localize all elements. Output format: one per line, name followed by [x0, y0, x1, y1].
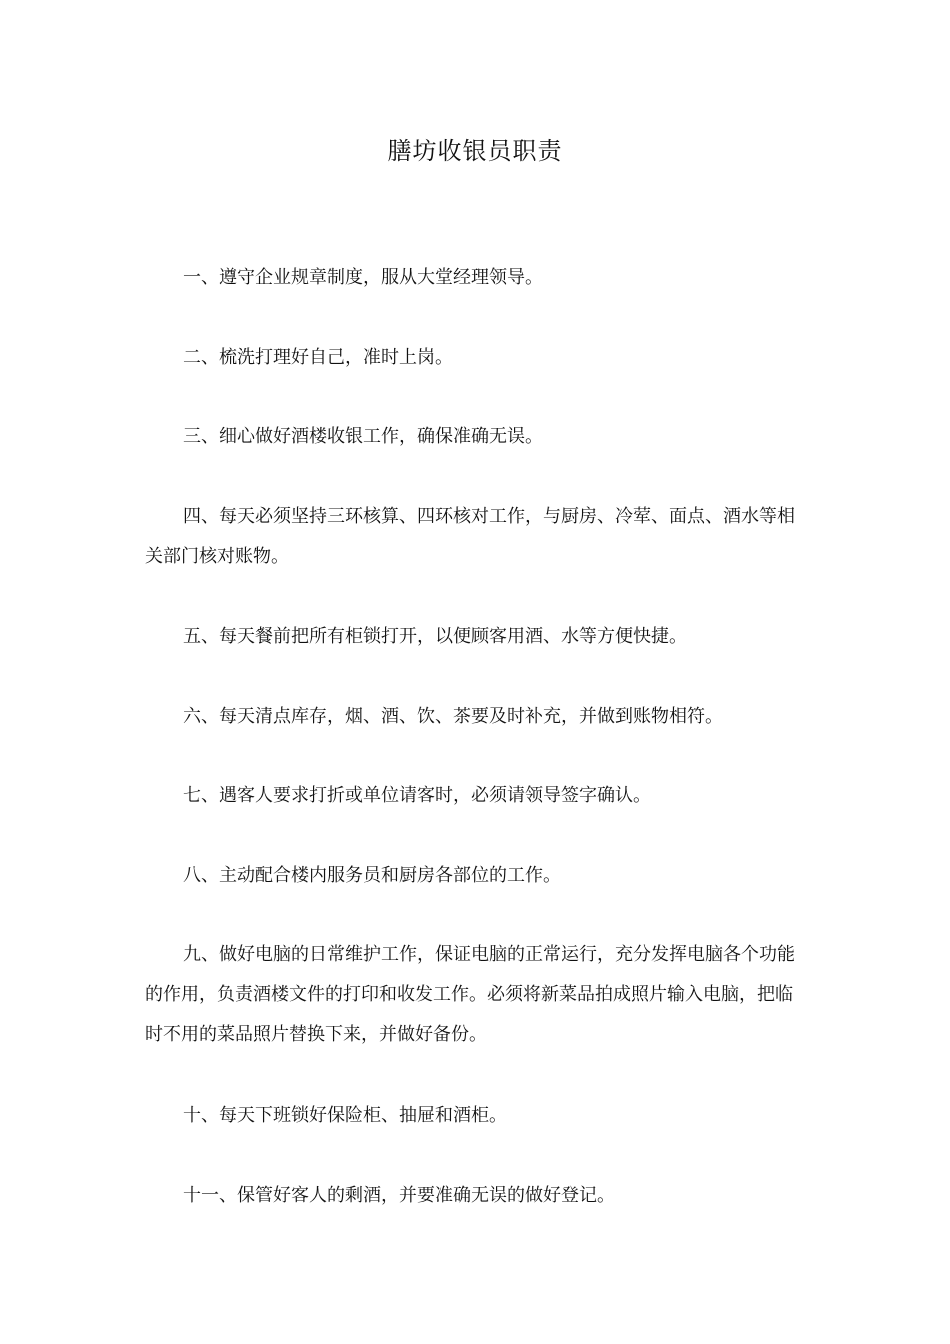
duty-item-3: 三、细心做好酒楼收银工作，确保准确无误。: [183, 426, 543, 447]
duty-item-9: 九、做好电脑的日常维护工作，保证电脑的正常运行，充分发挥电脑各个功能的作用，负责酒楼文件的打印和收发工作。必须将新菜品拍成照片输入电脑，把临时不用的菜品照片替换下来，并做好备份。: [145, 944, 795, 1045]
duty-item-7: 七、遇客人要求打折或单位请客时，必须请领导签字确认。: [183, 785, 651, 806]
duty-item-8: 八、主动配合楼内服务员和厨房各部位的工作。: [183, 865, 561, 886]
duty-item-4: 四、每天必须坚持三环核算、四环核对工作，与厨房、冷荤、面点、酒水等相关部门核对账物。: [145, 506, 795, 567]
duty-item-2: 二、梳洗打理好自己，准时上岗。: [183, 347, 453, 368]
duty-item-5: 五、每天餐前把所有柜锁打开，以便顾客用酒、水等方便快捷。: [183, 626, 687, 647]
duty-item-11: 十一、保管好客人的剩酒，并要准确无误的做好登记。: [183, 1185, 615, 1206]
duty-item-6: 六、每天清点库存，烟、酒、饮、茶要及时补充，并做到账物相符。: [183, 706, 723, 727]
duty-item-10: 十、每天下班锁好保险柜、抽屉和酒柜。: [183, 1105, 507, 1126]
page-title: 膳坊收银员职责: [387, 137, 563, 165]
duty-item-1: 一、遵守企业规章制度，服从大堂经理领导。: [183, 267, 543, 288]
